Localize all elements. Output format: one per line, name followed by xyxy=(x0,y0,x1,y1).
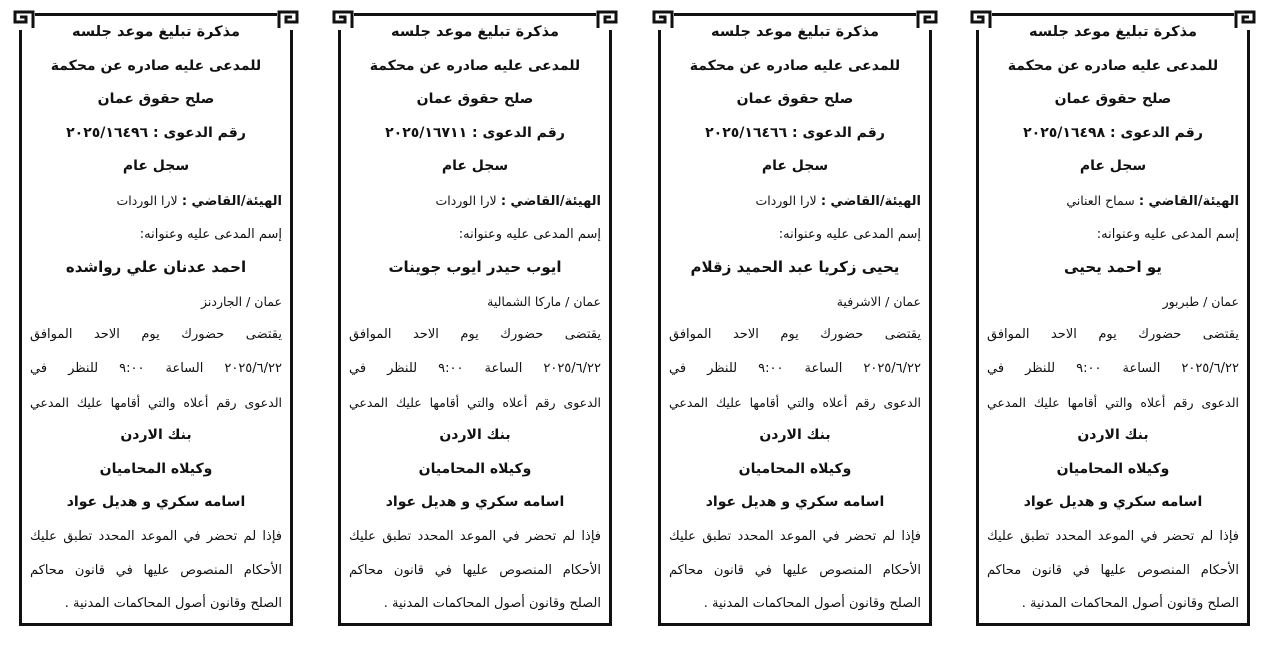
judge-label: الهيئة/القاضي : xyxy=(1138,193,1239,209)
case-number-label: رقم الدعوى : xyxy=(1110,124,1203,141)
agents-label: وكيلاه المحاميان xyxy=(99,460,213,477)
warning-line-2: الأحكام المنصوص عليها في قانون محاكم xyxy=(669,562,921,578)
agents-names: اسامه سكري و هديل عواد xyxy=(1023,494,1203,511)
defendant-label: إسم المدعى عليه وعنوانه: xyxy=(139,226,282,242)
warning-line-1: فإذا لم تحضر في الموعد المحدد تطبق عليك xyxy=(349,528,601,544)
summons-line-3: الدعوى رقم أعلاه والتي أقامها عليك المدعي xyxy=(30,394,282,410)
summons-line-1: يقتضى حضورك يوم الاحد الموافق xyxy=(349,327,601,343)
notice-subtitle: للمدعى عليه صادره عن محكمة xyxy=(369,57,581,74)
warning-line-2: الأحكام المنصوص عليها في قانون محاكم xyxy=(30,562,282,578)
notice-card-4 xyxy=(19,13,293,626)
case-number-line xyxy=(987,117,1239,151)
defendant-address: عمان / ماركا الشمالية xyxy=(487,293,601,309)
plaintiff-name: بنك الاردن xyxy=(439,427,511,444)
case-number-label: رقم الدعوى : xyxy=(792,124,885,141)
defendant-name: ايوب حيدر ايوب جوينات xyxy=(388,258,562,277)
judge-label: الهيئة/القاضي : xyxy=(820,193,921,209)
registry-type: سجل عام xyxy=(441,158,509,175)
agents-label: وكيلاه المحاميان xyxy=(738,460,852,477)
corner-ornament-icon xyxy=(11,8,35,30)
plaintiff-name: بنك الاردن xyxy=(1077,427,1149,444)
corner-ornament-icon xyxy=(1234,8,1258,30)
judge-name: سماح العناني xyxy=(1066,192,1135,208)
registry-type: سجل عام xyxy=(1079,158,1147,175)
judge-line xyxy=(987,184,1239,218)
corner-ornament-icon xyxy=(330,8,354,30)
agents-label: وكيلاه المحاميان xyxy=(1056,460,1170,477)
agents-names: اسامه سكري و هديل عواد xyxy=(705,494,885,511)
warning-line-3: الصلح وقانون أصول المحاكمات المدنية . xyxy=(383,596,601,612)
defendant-label: إسم المدعى عليه وعنوانه: xyxy=(778,226,921,242)
warning-line-3: الصلح وقانون أصول المحاكمات المدنية . xyxy=(1021,596,1239,612)
agents-names: اسامه سكري و هديل عواد xyxy=(385,494,565,511)
notice-card-3 xyxy=(338,13,612,626)
notice-subtitle: للمدعى عليه صادره عن محكمة xyxy=(1007,57,1219,74)
defendant-address: عمان / طبربور xyxy=(1162,293,1239,309)
corner-ornament-icon xyxy=(277,8,301,30)
judge-line xyxy=(30,184,282,218)
plaintiff-name: بنك الاردن xyxy=(120,427,192,444)
summons-line-2: ٢٠٢٥/٦/٢٢ الساعة ٩:٠٠ للنظر في xyxy=(987,360,1239,376)
judge-label: الهيئة/القاضي : xyxy=(181,193,282,209)
agents-label: وكيلاه المحاميان xyxy=(418,460,532,477)
summons-line-1: يقتضى حضورك يوم الاحد الموافق xyxy=(987,327,1239,343)
defendant-address: عمان / الجاردنز xyxy=(201,293,282,309)
court-name: صلح حقوق عمان xyxy=(97,91,215,108)
judge-name: لارا الوردات xyxy=(116,192,178,208)
judge-name: لارا الوردات xyxy=(435,192,497,208)
summons-line-2: ٢٠٢٥/٦/٢٢ الساعة ٩:٠٠ للنظر في xyxy=(30,360,282,376)
court-name: صلح حقوق عمان xyxy=(1054,91,1172,108)
notice-card-1 xyxy=(976,13,1250,626)
defendant-label: إسم المدعى عليه وعنوانه: xyxy=(458,226,601,242)
notice-title: مذكرة تبليغ موعد جلسه xyxy=(1029,24,1197,40)
plaintiff-name: بنك الاردن xyxy=(759,427,831,444)
warning-line-2: الأحكام المنصوص عليها في قانون محاكم xyxy=(987,562,1239,578)
judge-line xyxy=(669,184,921,218)
defendant-name: يو احمد يحيى xyxy=(1064,258,1162,277)
warning-line-1: فإذا لم تحضر في الموعد المحدد تطبق عليك xyxy=(987,528,1239,544)
corner-ornament-icon xyxy=(596,8,620,30)
case-number-line xyxy=(669,117,921,151)
summons-line-2: ٢٠٢٥/٦/٢٢ الساعة ٩:٠٠ للنظر في xyxy=(669,360,921,376)
case-number-line xyxy=(349,117,601,151)
judge-name: لارا الوردات xyxy=(755,192,817,208)
warning-line-3: الصلح وقانون أصول المحاكمات المدنية . xyxy=(703,596,921,612)
defendant-name: يحيى زكريا عبد الحميد زقلام xyxy=(690,258,900,277)
warning-line-2: الأحكام المنصوص عليها في قانون محاكم xyxy=(349,562,601,578)
registry-type: سجل عام xyxy=(122,158,190,175)
summons-line-3: الدعوى رقم أعلاه والتي أقامها عليك المدعي xyxy=(349,394,601,410)
notice-title: مذكرة تبليغ موعد جلسه xyxy=(711,24,879,40)
corner-ornament-icon xyxy=(968,8,992,30)
warning-line-1: فإذا لم تحضر في الموعد المحدد تطبق عليك xyxy=(669,528,921,544)
defendant-label: إسم المدعى عليه وعنوانه: xyxy=(1096,226,1239,242)
judge-line xyxy=(349,184,601,218)
corner-ornament-icon xyxy=(916,8,940,30)
case-number: ٢٠٢٥/١٦٤٩٦ xyxy=(66,124,149,141)
court-name: صلح حقوق عمان xyxy=(736,91,854,108)
summons-line-1: يقتضى حضورك يوم الاحد الموافق xyxy=(30,327,282,343)
summons-line-1: يقتضى حضورك يوم الاحد الموافق xyxy=(669,327,921,343)
notice-title: مذكرة تبليغ موعد جلسه xyxy=(391,24,559,40)
case-number: ٢٠٢٥/١٦٤٩٨ xyxy=(1023,124,1106,141)
registry-type: سجل عام xyxy=(761,158,829,175)
summons-line-2: ٢٠٢٥/٦/٢٢ الساعة ٩:٠٠ للنظر في xyxy=(349,360,601,376)
notice-subtitle: للمدعى عليه صادره عن محكمة xyxy=(50,57,262,74)
warning-line-3: الصلح وقانون أصول المحاكمات المدنية . xyxy=(64,596,282,612)
case-number-label: رقم الدعوى : xyxy=(153,124,246,141)
court-name: صلح حقوق عمان xyxy=(416,91,534,108)
corner-ornament-icon xyxy=(650,8,674,30)
summons-line-3: الدعوى رقم أعلاه والتي أقامها عليك المدعي xyxy=(669,394,921,410)
case-number-label: رقم الدعوى : xyxy=(472,124,565,141)
defendant-name: احمد عدنان علي رواشده xyxy=(65,258,247,277)
agents-names: اسامه سكري و هديل عواد xyxy=(66,494,246,511)
summons-line-3: الدعوى رقم أعلاه والتي أقامها عليك المدعي xyxy=(987,394,1239,410)
defendant-address: عمان / الاشرفية xyxy=(836,293,921,309)
case-number: ٢٠٢٥/١٦٧١١ xyxy=(385,124,468,141)
warning-line-1: فإذا لم تحضر في الموعد المحدد تطبق عليك xyxy=(30,528,282,544)
case-number: ٢٠٢٥/١٦٤٦٦ xyxy=(705,124,788,141)
notice-subtitle: للمدعى عليه صادره عن محكمة xyxy=(689,57,901,74)
judge-label: الهيئة/القاضي : xyxy=(500,193,601,209)
notice-title: مذكرة تبليغ موعد جلسه xyxy=(72,24,240,40)
case-number-line xyxy=(30,117,282,151)
notice-card-2 xyxy=(658,13,932,626)
